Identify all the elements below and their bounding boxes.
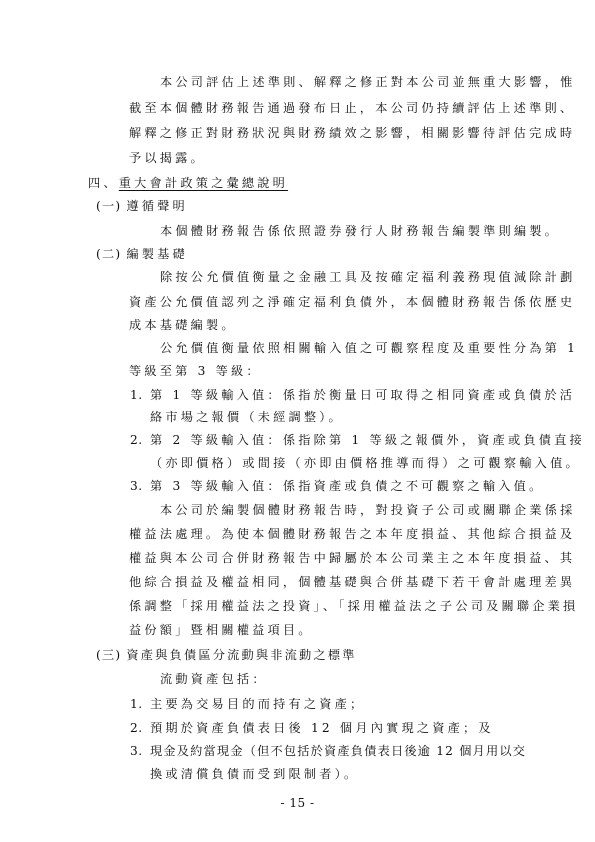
list-item-number: 3. [130,744,143,758]
list-item-text: 絡市場之報價（未經調整）。 [150,410,344,424]
section-4-heading [88,176,288,191]
subsection-3-heading [96,648,357,663]
list-item-number: 1. [130,388,143,402]
list-item-number: 2. [130,721,143,735]
list-item-text: 預期於資產負債表日後 12 個月內實現之資產；及 [150,721,494,735]
subsection-3-marker: (三) [96,648,122,662]
intro-line: 截至本個體財務報告通過發布日止，本公司仍持續評估上述準則、 [129,101,576,115]
list-item-number: 3. [130,479,143,493]
current-assets-lead: 流動資產包括： [160,672,268,686]
intro-line: 解釋之修正對財務狀況與財務績效之影響，相關影響待評估完成時 [129,126,576,140]
equity-method-line: 益份額」暨相關權益項目。 [129,623,314,637]
intro-line: 本公司評估上述準則、解釋之修正對本公司並無重大影響，惟 [160,75,576,89]
subsection-1-text: 本個體財務報告係依照證券發行人財務報告編製準則編製。 [160,224,561,238]
section-4-title: 重大會計政策之彙總說明 [118,176,289,190]
subsection-2-heading [96,247,188,262]
subsection-1-title: 遵循聲明 [126,199,188,213]
equity-method-line: 權益法處理。為使本個體財務報告之本年度損益、其他綜合損益及 [129,527,576,541]
basis-line: 資產公允價值認列之淨確定福利負債外，本個體財務報告係依歷史 [129,295,576,309]
subsection-1-marker: (一) [96,199,122,213]
list-item-number: 1. [130,697,143,711]
fair-value-line: 等級至第 3 等級： [129,364,262,378]
subsection-2-title: 編製基礎 [126,247,188,261]
page-number: - 15 - [280,796,315,810]
list-item-text: 第 2 等級輸入值：係指除第 1 等級之報價外，資產或負債直接 [150,433,585,447]
equity-method-line: 他綜合損益及權益相同，個體基礎與合併基礎下若干會計處理差異 [129,575,576,589]
fair-value-line: 公允價值衡量依照相關輸入值之可觀察程度及重要性分為第 1 [160,341,579,355]
list-item-text: 換或清償負債而受到限制者）。 [150,767,360,781]
list-item-text: （亦即價格）或間接（亦即由價格推導而得）之可觀察輸入值。 [150,456,581,470]
basis-line: 除按公允價值衡量之金融工具及按確定福利義務現值減除計劃 [160,270,576,284]
list-item-text: 第 3 等級輸入值：係指資產或負債之不可觀察之輸入值。 [150,479,545,493]
section-4-number: 四、 [88,176,119,190]
subsection-3-title: 資產與負債區分流動與非流動之標準 [126,648,357,662]
basis-line: 成本基礎編製。 [129,318,237,332]
equity-method-line: 權益與本公司合併財務報告中歸屬於本公司業主之本年度損益、其 [129,551,576,565]
list-item-text: 主要為交易目的而持有之資產； [150,697,366,711]
subsection-1-heading [96,199,188,214]
equity-method-line: 係調整「採用權益法之投資」、「採用權益法之子公司及關聯企業損 [129,599,579,613]
list-item-text: 現金及約當現金（但不包括於資產負債表日後逾 12 個月用以交 [150,744,527,758]
equity-method-line: 本公司於編製個體財務報告時，對投資子公司或關聯企業係採 [160,503,576,517]
list-item-number: 2. [130,433,143,447]
list-item-text: 第 1 等級輸入值：係指於衡量日可取得之相同資產或負債於活 [150,388,576,402]
intro-line: 予以揭露。 [129,151,206,165]
subsection-2-marker: (二) [96,247,122,261]
